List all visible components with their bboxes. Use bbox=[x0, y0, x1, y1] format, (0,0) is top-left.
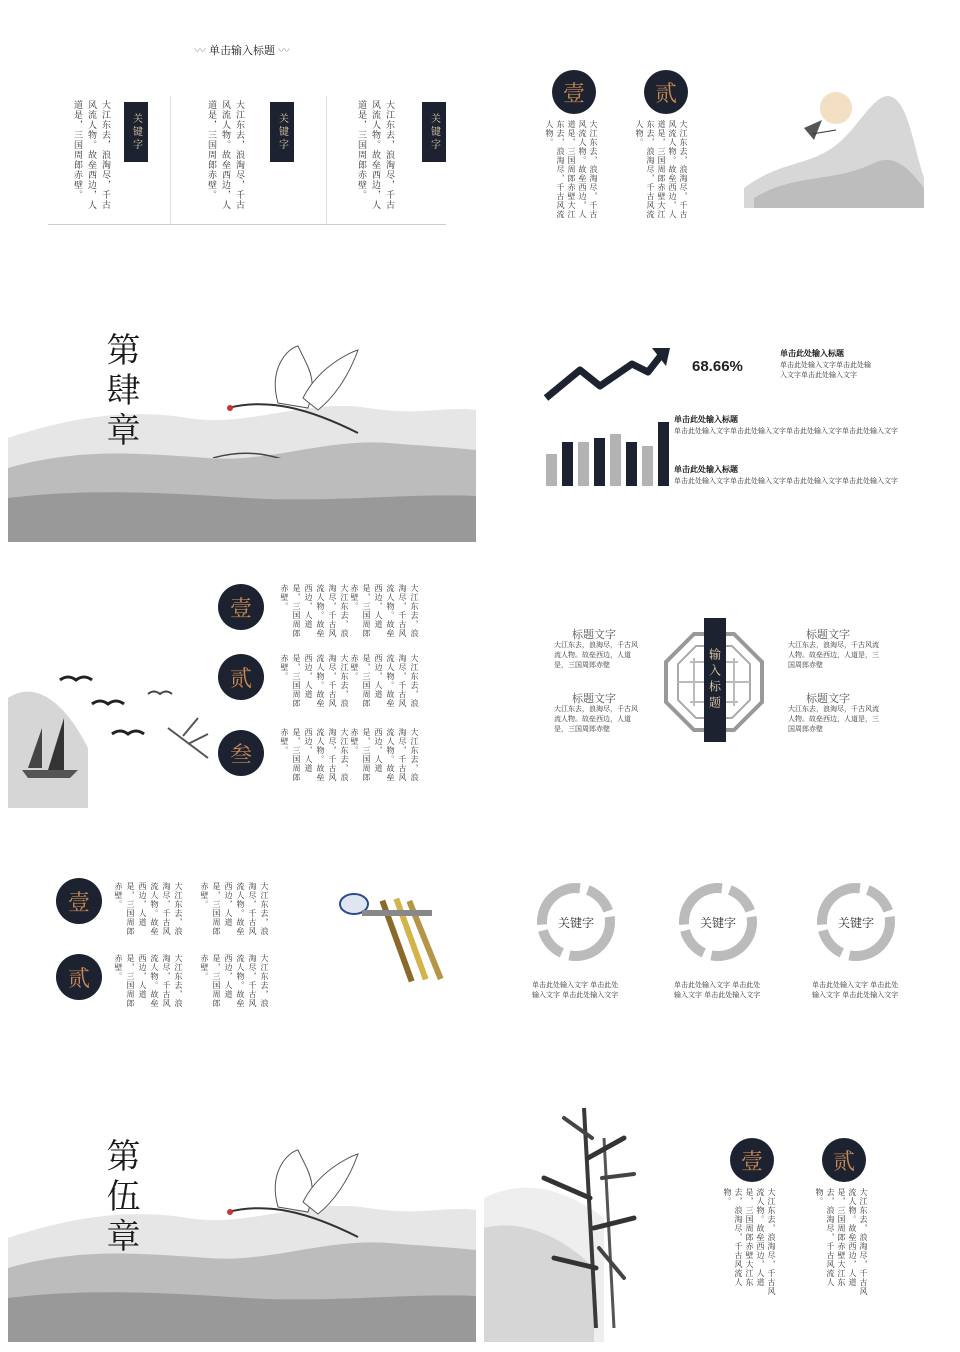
trend-arrow bbox=[546, 354, 662, 398]
slide-4 bbox=[484, 278, 952, 542]
heading-3: 单击此处输入标题 bbox=[674, 464, 738, 474]
chapter-title: 第伍章 bbox=[100, 1138, 140, 1258]
block-title: 标题文字 bbox=[572, 628, 616, 641]
item-text: 大江东去，浪淘尽，千古风流人物。故垒西边，人道是，三国周郎赤壁。 bbox=[350, 584, 419, 638]
keyword-badge: 关键字 bbox=[422, 102, 446, 162]
bar-4 bbox=[594, 438, 605, 486]
column-divider bbox=[170, 96, 171, 224]
column-divider bbox=[326, 96, 327, 224]
number-circle: 贰 bbox=[218, 654, 264, 700]
bar-7 bbox=[642, 446, 653, 486]
cloud-ornament-left: 〰 bbox=[194, 44, 206, 57]
number-circle: 壹 bbox=[552, 70, 596, 114]
block-title: 标题文字 bbox=[806, 692, 850, 705]
bar-1 bbox=[546, 454, 557, 486]
keyword-badge: 关键字 bbox=[270, 102, 294, 162]
boats-birds-painting bbox=[8, 658, 218, 808]
heading-2: 单击此处输入标题 bbox=[674, 414, 738, 424]
keyword-text: 单击此处输入文字 单击此处输入文字 单击此处输入文字 bbox=[674, 981, 761, 999]
item-text: 大江东去，浪淘尽，千古风流人物。故垒西边，人道是，三国周郎赤壁。 bbox=[280, 728, 349, 782]
bar-8 bbox=[658, 422, 669, 486]
number-circle: 叁 bbox=[218, 730, 264, 776]
slide-8 bbox=[484, 818, 952, 1082]
item-text: 大江东去，浪淘尽，千古风流人物。故垒西边，人道是，三国周郎赤壁。 bbox=[200, 882, 269, 936]
item-text: 大江东去，浪淘尽，千古风流人物。故垒西边，人道是，三国周郎赤壁。 bbox=[114, 954, 183, 1008]
item-text: 大江东去，浪淘尽，千古风流人物。故垒西边，人道是，三国周郎赤壁。 bbox=[114, 882, 183, 936]
body-2: 单击此处输入文字单击此处输入文字单击此处输入文字单击此处输入文字 bbox=[674, 427, 898, 435]
block-text: 大江东去，浪淘尽，千古风流人物。故垒西边，人道是，三国周郎赤壁 bbox=[554, 705, 638, 733]
number-circle: 壹 bbox=[56, 878, 102, 924]
heading-1: 单击此处输入标题 bbox=[780, 348, 844, 358]
block-text: 大江东去，浪淘尽，千古风流人物。故垒西边，人道是，三国周郎赤壁 bbox=[788, 705, 879, 733]
center-title-bar: 输入标题 bbox=[704, 618, 726, 742]
column-text: 大江东去，浪淘尽，千古风流人物。故垒西边，人道是，三国周郎赤壁。 bbox=[356, 100, 394, 210]
column-text: 大江东去，浪淘尽，千古风流人物。故垒西边，人道是，三国周郎赤壁。 bbox=[72, 100, 110, 210]
keyword-label: 关键字 bbox=[837, 916, 874, 930]
slide-7 bbox=[8, 818, 476, 1082]
slide-5 bbox=[8, 548, 476, 812]
item-text: 大江东去，浪淘尽，千古风流人物。故垒西边，人道是，三国周郎赤壁。 bbox=[350, 728, 419, 782]
number-circle: 贰 bbox=[644, 70, 688, 114]
bar-6 bbox=[626, 442, 637, 486]
bar-2 bbox=[562, 442, 573, 486]
column-text: 大江东去，浪淘尽，千古风流人物。故垒西边，人道是，三国周郎赤壁。 bbox=[206, 100, 244, 210]
slide-9 bbox=[8, 1078, 476, 1342]
item-text: 大江东去，浪淘尽，千古风流人物。故垒西边，人道是，三国周郎赤壁大江东去，浪淘尽，千古风流人物。 bbox=[635, 120, 688, 219]
number-circle: 壹 bbox=[730, 1138, 774, 1182]
slide-6 bbox=[484, 548, 952, 812]
slide-2 bbox=[484, 8, 952, 272]
keyword-label: 关键字 bbox=[557, 916, 594, 930]
brush-inkstone-illustration bbox=[338, 888, 448, 998]
cloud-ornament-right: 〰 bbox=[278, 44, 290, 57]
item-text: 大江东去，浪淘尽，千古风流人物。故垒西边，人道是，三国周郎赤壁。 bbox=[350, 654, 419, 708]
block-title: 标题文字 bbox=[572, 692, 616, 705]
keyword-text: 单击此处输入文字 单击此处输入文字 单击此处输入文字 bbox=[812, 981, 899, 999]
number-circle: 壹 bbox=[218, 584, 264, 630]
slide-10 bbox=[484, 1078, 952, 1342]
crane-illustration bbox=[208, 338, 408, 458]
slide-title: 〰 单击输入标题 〰 bbox=[194, 44, 290, 57]
body-1: 单击此处输入文字单击此处输入文字单击此处输入文字 bbox=[780, 361, 871, 379]
keyword-label: 关键字 bbox=[699, 916, 736, 930]
slide-1 bbox=[8, 8, 476, 272]
bottom-rule bbox=[48, 224, 446, 225]
item-text: 大江东去，浪淘尽，千古风流人物。故垒西边，人道是，三国周郎赤壁。 bbox=[200, 954, 269, 1008]
block-text: 大江东去，浪淘尽，千古风流人物。故垒西边，人道是，三国周郎赤壁 bbox=[788, 641, 879, 669]
chapter-title: 第肆章 bbox=[100, 332, 140, 452]
number-circle: 贰 bbox=[56, 954, 102, 1000]
bar-5 bbox=[610, 434, 621, 486]
block-text: 大江东去，浪淘尽，千古风流人物。故垒西边，人道是，三国周郎赤壁 bbox=[554, 641, 638, 669]
percent-value: 68.66% bbox=[692, 358, 743, 375]
block-title: 标题文字 bbox=[806, 628, 850, 641]
bamboo-painting bbox=[484, 1078, 654, 1342]
keyword-badge: 关键字 bbox=[124, 102, 148, 162]
item-text: 大江东去，浪淘尽，千古风流人物。故垒西边，人道是，三国周郎赤壁。 bbox=[280, 584, 349, 638]
number-circle: 贰 bbox=[822, 1138, 866, 1182]
body-3: 单击此处输入文字单击此处输入文字单击此处输入文字单击此处输入文字 bbox=[674, 477, 898, 485]
bar-3 bbox=[578, 442, 589, 486]
item-text: 大江东去，浪淘尽，千古风流人物。故垒西边，人道是，三国周郎赤壁大江东去，浪淘尽，千古风流人物。 bbox=[723, 1188, 776, 1296]
crane-mountain-painting bbox=[744, 68, 924, 208]
slide-3 bbox=[8, 278, 476, 542]
keyword-text: 单击此处输入文字 单击此处输入文字 单击此处输入文字 bbox=[532, 981, 619, 999]
bar-chart bbox=[540, 348, 670, 488]
item-text: 大江东去，浪淘尽，千古风流人物。故垒西边，人道是，三国周郎赤壁大江东去，浪淘尽，千古风流人物。 bbox=[815, 1188, 868, 1296]
item-text: 大江东去，浪淘尽，千古风流人物。故垒西边，人道是，三国周郎赤壁。 bbox=[280, 654, 349, 708]
crane-illustration bbox=[208, 1142, 408, 1262]
item-text: 大江东去，浪淘尽，千古风流人物。故垒西边，人道是，三国周郎赤壁大江东去，浪淘尽，千古风流人物。 bbox=[545, 120, 598, 219]
